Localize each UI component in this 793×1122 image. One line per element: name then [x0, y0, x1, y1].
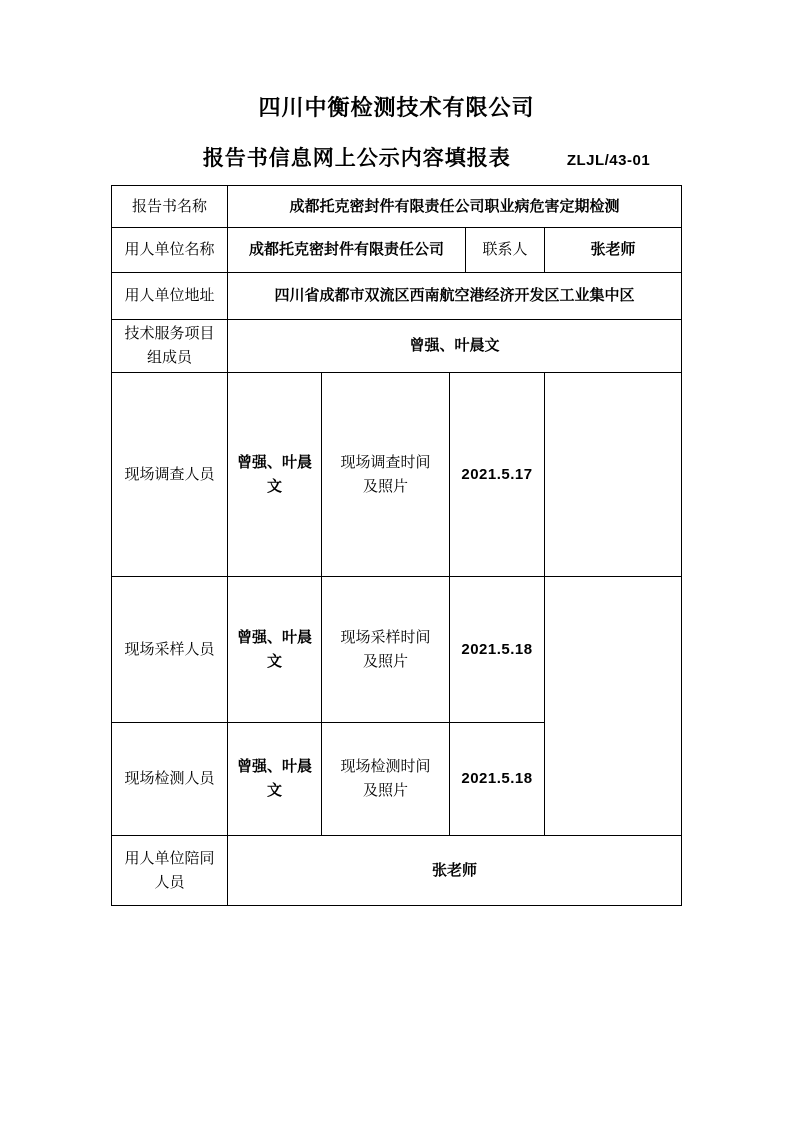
site-sampling-date: 2021.5.18: [450, 577, 545, 723]
project-team-label: 技术服务项目组成员: [112, 320, 228, 373]
company-title: 四川中衡检测技术有限公司: [258, 95, 535, 120]
site-investigation-date: 2021.5.17: [450, 373, 545, 577]
site-testing-time-label: 现场检测时间及照片: [322, 723, 450, 836]
site-investigation-label: 现场调查人员: [112, 373, 228, 577]
site-sampling-time-label: 现场采样时间及照片: [322, 577, 450, 723]
project-team-value: 曾强、叶晨文: [228, 320, 682, 373]
employer-name-label: 用人单位名称: [112, 228, 228, 273]
site-investigation-time-label: 现场调查时间及照片: [322, 373, 450, 577]
report-name-label: 报告书名称: [112, 186, 228, 228]
site-testing-date: 2021.5.18: [450, 723, 545, 836]
employer-name-value: 成都托克密封件有限责任公司: [228, 228, 466, 273]
site-sampling-testing-photo-cell: [545, 577, 682, 836]
site-investigation-photo-cell: [545, 373, 682, 577]
form-code: ZLJL/43-01: [566, 152, 651, 169]
accompanying-label: 用人单位陪同人员: [112, 836, 228, 906]
accompanying-value: 张老师: [228, 836, 682, 906]
site-testing-personnel: 曾强、叶晨文: [228, 723, 322, 836]
site-sampling-personnel: 曾强、叶晨文: [228, 577, 322, 723]
form-title-row: [30, 145, 793, 175]
report-name-value: 成都托克密封件有限责任公司职业病危害定期检测: [228, 186, 682, 228]
site-investigation-personnel: 曾强、叶晨文: [228, 373, 322, 577]
contact-label: 联系人: [466, 228, 545, 273]
form-title: 报告书信息网上公示内容填报表: [202, 147, 511, 170]
site-testing-label: 现场检测人员: [112, 723, 228, 836]
employer-address-label: 用人单位地址: [112, 273, 228, 320]
site-sampling-label: 现场采样人员: [112, 577, 228, 723]
employer-address-value: 四川省成都市双流区西南航空港经济开发区工业集中区: [228, 273, 682, 320]
report-form-table: [111, 185, 682, 906]
contact-value: 张老师: [545, 228, 682, 273]
